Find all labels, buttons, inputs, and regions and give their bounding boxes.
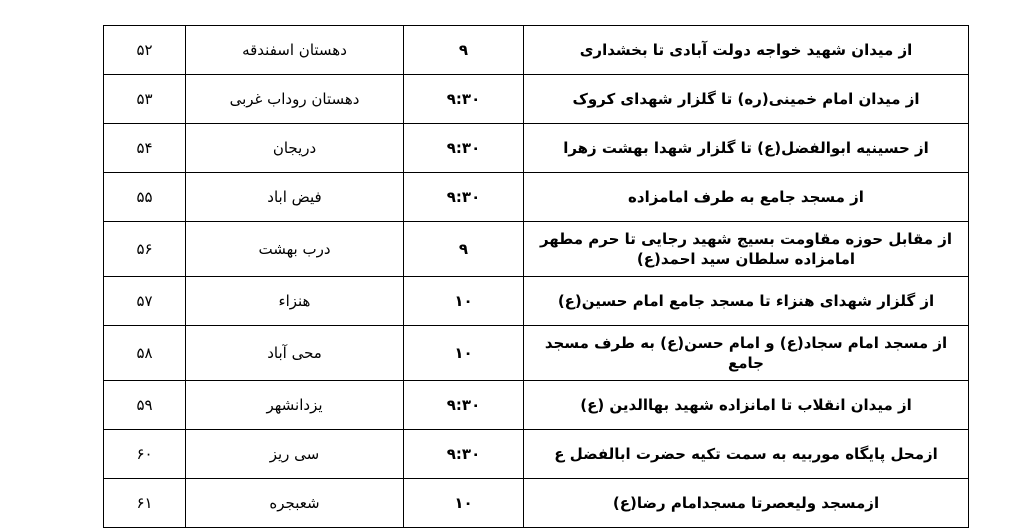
route-cell: از مسجد امام سجاد(ع) و امام حسن(ع) به طرف مسجد جامع: [524, 326, 969, 381]
row-number-cell: ۶۰: [104, 430, 186, 479]
routes-table-body: [104, 26, 969, 528]
row-number-cell: ۵۵: [104, 173, 186, 222]
route-cell: ازمسجد ولیعصرتا مسجدامام رضا(ع): [524, 479, 969, 528]
place-cell: یزدانشهر: [186, 381, 404, 430]
place-cell: دهستان اسفندقه: [186, 26, 404, 75]
time-cell: ۹:۳۰: [404, 381, 524, 430]
table-row: [104, 326, 969, 381]
table-row: [104, 173, 969, 222]
place-cell: دهستان روداب غربی: [186, 75, 404, 124]
place-cell: سی ریز: [186, 430, 404, 479]
time-cell: ۹:۳۰: [404, 124, 524, 173]
row-number-cell: ۶۱: [104, 479, 186, 528]
table-row: [104, 222, 969, 277]
time-cell: ۹: [404, 222, 524, 277]
route-cell: از میدان امام خمینی(ره) تا گلزار شهدای کروک: [524, 75, 969, 124]
row-number-cell: ۵۳: [104, 75, 186, 124]
row-number-cell: ۵۸: [104, 326, 186, 381]
time-cell: ۱۰: [404, 326, 524, 381]
route-cell: از گلزار شهدای هنزاء تا مسجد جامع امام حسین(ع): [524, 277, 969, 326]
table-row: [104, 430, 969, 479]
place-cell: شعبجره: [186, 479, 404, 528]
row-number-cell: ۵۹: [104, 381, 186, 430]
place-cell: فیض اباد: [186, 173, 404, 222]
route-cell: ازمحل پایگاه موربیه به سمت تکیه حضرت ابالفضل ع: [524, 430, 969, 479]
time-cell: ۹:۳۰: [404, 75, 524, 124]
row-number-cell: ۵۴: [104, 124, 186, 173]
route-cell: از میدان شهید خواجه دولت آبادی تا بخشداری: [524, 26, 969, 75]
time-cell: ۱۰: [404, 479, 524, 528]
route-cell: از حسینیه ابوالفضل(ع) تا گلزار شهدا بهشت زهرا: [524, 124, 969, 173]
time-cell: ۹: [404, 26, 524, 75]
row-number-cell: ۵۲: [104, 26, 186, 75]
table-row: [104, 381, 969, 430]
place-cell: درب بهشت: [186, 222, 404, 277]
row-number-cell: ۵۶: [104, 222, 186, 277]
route-cell: از میدان انقلاب تا امانزاده شهید بهاالدین (ع): [524, 381, 969, 430]
table-row: [104, 277, 969, 326]
routes-table: [103, 25, 969, 528]
time-cell: ۹:۳۰: [404, 430, 524, 479]
place-cell: هنزاء: [186, 277, 404, 326]
time-cell: ۱۰: [404, 277, 524, 326]
routes-table-container: [104, 25, 969, 528]
place-cell: محی آباد: [186, 326, 404, 381]
time-cell: ۹:۳۰: [404, 173, 524, 222]
route-cell: از مقابل حوزه مقاومت بسیج شهید رجایی تا حرم مطهر امامزاده سلطان سید احمد(ع): [524, 222, 969, 277]
row-number-cell: ۵۷: [104, 277, 186, 326]
table-row: [104, 26, 969, 75]
place-cell: دریجان: [186, 124, 404, 173]
table-row: [104, 124, 969, 173]
table-row: [104, 75, 969, 124]
route-cell: از مسجد جامع به طرف امامزاده: [524, 173, 969, 222]
table-row: [104, 479, 969, 528]
